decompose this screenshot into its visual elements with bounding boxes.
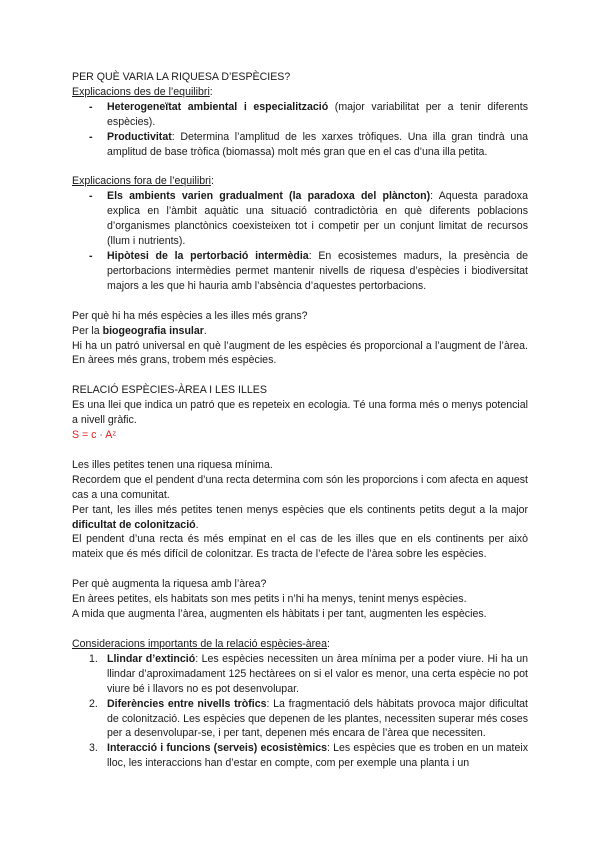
formula: S = c · Aᶻ [72, 429, 117, 442]
list-item-bold: Productivitat [107, 130, 172, 143]
relation-text: Es una llei que indica un patró que es repeteix en ecologia. Té una forma més o menys potencial a nivell gràfic. [72, 399, 528, 427]
question-islands: Per què hi ha més espècies a les illes més grans? [72, 309, 308, 322]
therefore-pre: Per tant, les illes més petites tenen menys espècies que els continents petits degut a la major [72, 503, 528, 516]
list-item-number: 1. [89, 652, 98, 665]
list-item-text: : Les espècies que es troben en un mateix lloc, les interaccions han d’estar en compte, com per exemple una planta i un [107, 742, 528, 770]
biogeography-pre: Per la [72, 324, 103, 337]
section-title: PER QUÈ VARIA LA RIQUESA D’ESPÈCIES? [72, 71, 291, 83]
area-text-2: A mida que augmenta l’àrea, augmenten els hàbitats i per tant, augmenten les espècies. [72, 608, 487, 621]
area-text-1: En àrees petites, els habitats son mes petits i n’hi ha menys, tenint menys espècies. [72, 593, 467, 606]
list-item [72, 130, 528, 160]
list-item-text: : La fragmentació dels hàbitats provoca major dificultat de colonització. Les espècies que depenen de les plantes, necessiten superar més coses per a desenvolupar-se, i per tant, depenen més encara de l’àrea que necessiten. [107, 697, 528, 740]
list-item-bold: Hipòtesi de la pertorbació intermèdia [107, 249, 309, 262]
list-item-bold: Diferències entre nivells tròfics [107, 697, 267, 710]
considerations-list [72, 652, 528, 771]
biogeography-bold: biogeografia insular [102, 324, 204, 337]
non-equilibrium-heading-text: Explicacions fora de l’equilibri [72, 175, 211, 188]
considerations-heading-colon: : [326, 638, 330, 650]
equilibrium-heading [72, 85, 528, 100]
non-equilibrium-list [72, 189, 528, 293]
equilibrium-heading-colon: : [209, 85, 213, 98]
list-item-text: : Les espècies necessiten un àrea mínima per a poder viure. Hi ha un llindar d’aproximadament 125 hectàrees on si el valor es menor, una certa espècie no pot viure bé i llavors no es pot desenvolupar. [107, 652, 528, 695]
list-item-number: 3. [89, 742, 98, 755]
list-item-bold: Heterogeneïtat ambiental i especialització [107, 100, 329, 113]
document-page [72, 70, 528, 771]
relation-title: RELACIÓ ESPÈCIES-ÀREA I LES ILLES [72, 384, 267, 397]
list-item-text: : Determina l’amplitud de les xarxes tròfiques. Una illa gran tindrà una amplitud de base tròfica (biomassa) molt més gran que en el cas d’una illa petita. [107, 130, 528, 158]
list-item-text: : Aquesta paradoxa explica en l’àmbit aquàtic una situació contradictòria en què diferents poblacions d’organismes planctònics coexisteixen tot i competir per un conjunt limitat de recursos (llum i nutrients). [107, 190, 528, 248]
list-item [72, 697, 528, 742]
equilibrium-heading-text: Explicacions des de l’equilibri [72, 85, 210, 98]
therefore-post: . [195, 518, 199, 531]
list-item [72, 249, 528, 294]
slope-text: Recordem que el pendent d’una recta determina com són les proporcions i com afecta en aquest cas a una comunitat. [72, 473, 528, 501]
list-item [72, 741, 528, 771]
small-islands-text: Les illes petites tenen una riquesa mínima. [72, 458, 273, 471]
list-item-text: : En ecosistemes madurs, la presència de pertorbacions intermèdies permet mantenir nivells de riquesa d’espècies i biodiversitat majors a les que hi hauria amb l’absència d’aquestes pertorbacions. [107, 249, 528, 292]
biogeography-line [72, 324, 528, 339]
non-equilibrium-heading-colon: : [210, 175, 214, 188]
biogeography-text: Hi ha un patró universal en què l’augment de les espècies és proporcional a l’augment de l’àrea. En àrees més grans, trobem més espècies. [72, 339, 528, 367]
list-item-text: (major variabilitat per a tenir diferents espècies). [107, 100, 528, 128]
list-item [72, 652, 528, 697]
considerations-heading-text: Consideracions importants de la relació espècies-àrea [72, 638, 327, 650]
list-item-number: 2. [89, 697, 98, 710]
considerations-heading [72, 637, 528, 652]
therefore-bold: dificultat de colonització [72, 518, 196, 531]
question-area: Per què augmenta la riquesa amb l’àrea? [72, 578, 267, 591]
list-item-bold: Els ambients varien gradualment (la paradoxa del plàncton) [107, 190, 431, 203]
list-item [72, 189, 528, 249]
therefore-text [72, 503, 528, 533]
list-item-bold: Interacció i funcions (serveis) ecosistèmics [107, 742, 327, 755]
non-equilibrium-heading [72, 174, 528, 189]
biogeography-post: . [203, 324, 207, 337]
list-item [72, 100, 528, 130]
equilibrium-list [72, 100, 528, 160]
list-item-bold: Llindar d’extinció [107, 652, 196, 665]
slope-text-2: El pendent d’una recta és més empinat en el cas de les illes que en els continents per això mateix que és més difícil de colonitzar. Es tracta de l’efecte de l’àrea sobre les espècies. [72, 533, 528, 561]
